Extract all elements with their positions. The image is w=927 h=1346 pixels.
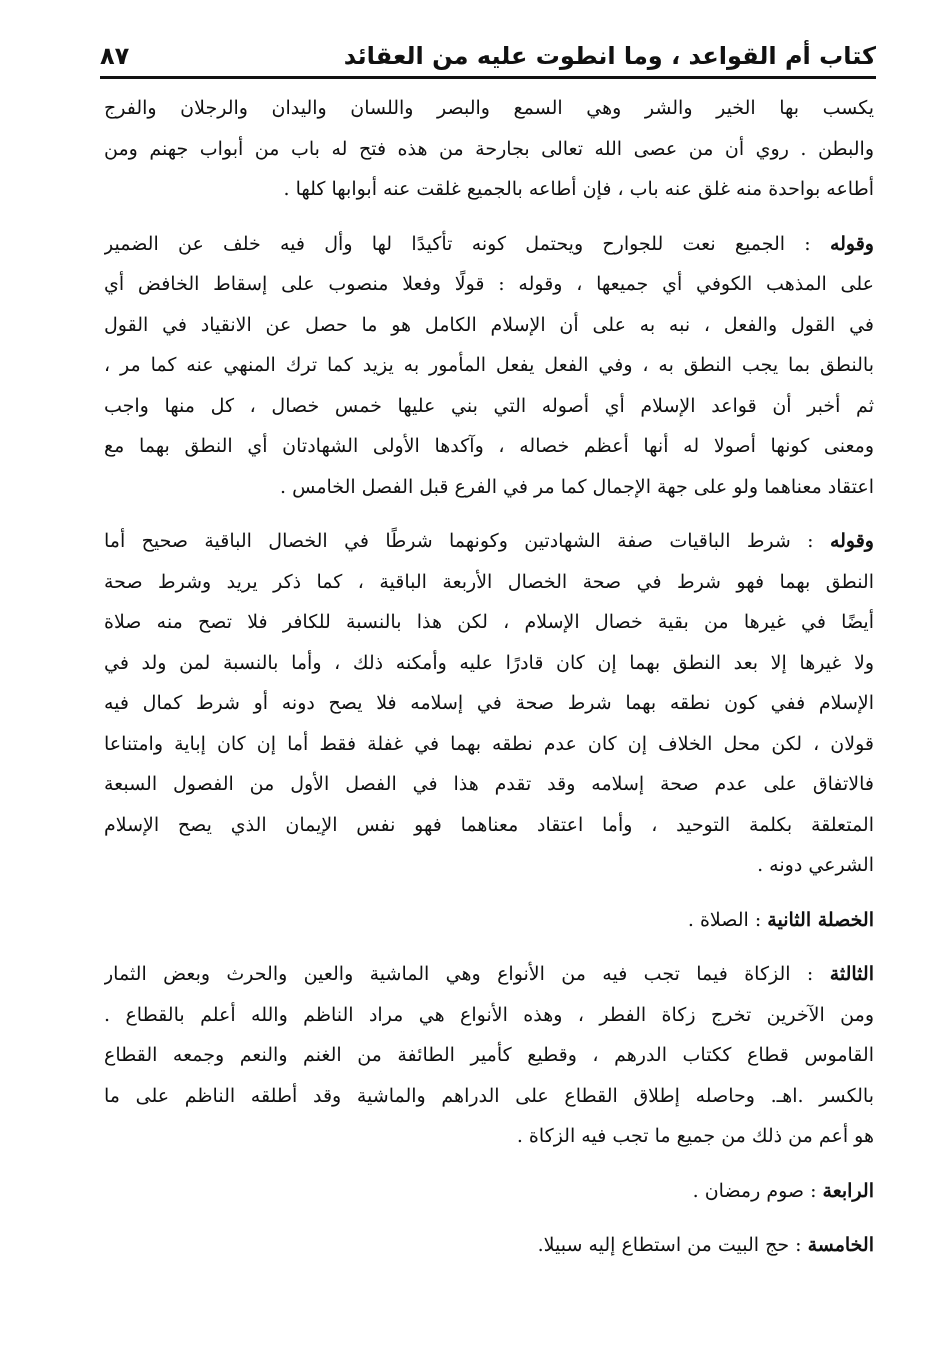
paragraph-7 — [104, 1225, 874, 1266]
paragraph-lead: وقوله — [829, 232, 874, 255]
text-line — [104, 224, 874, 265]
text-line: ثم أخبر أن قواعد الإسلام أي أصوله التي بني عليها خمس خصال ، كل منها واجب — [104, 394, 874, 417]
text-line: هو أعم من ذلك من جميع ما تجب فيه الزكاة . — [516, 1125, 874, 1147]
text-line: الإسلام ففي كون نطقه بهما شرط صحة في إسلامه فلا يصح دونه أو شرط كمال فيه — [104, 692, 874, 714]
text-line: بالنطق بما يجب النطق به ، وفي الفعل يفعل المأمور به يزيد كما ترك المنهي عنه كما مر ، — [104, 354, 874, 376]
text-line — [104, 954, 874, 995]
text-line — [104, 900, 874, 941]
paragraph-lead: الخامسة — [807, 1234, 874, 1256]
text-span: : الزكاة فيما تجب فيه من الأنواع وهي الماشية والعين والحرث وبعض الثمار — [104, 963, 830, 985]
paragraph-1 — [104, 88, 874, 210]
text-line — [104, 1171, 874, 1212]
text-line: على المذهب الكوفي أي جميعها ، وقوله : قولًا وفعلا منصوب على إسقاط الخافض أي — [104, 273, 874, 295]
text-line: فالاتفاق على عدم صحة إسلامه وقد تقدم هذا في الفصل الأول من الفصول السبعة — [104, 773, 874, 795]
paragraph-2 — [104, 224, 874, 508]
text-span: : الجميع نعت للجوارح ويحتمل كونه تأكيدًا لها وأل فيه خلف عن الضمير — [104, 232, 830, 255]
paragraph-lead: وقوله — [829, 530, 874, 552]
text-line: والبطن . روي أن من عصى الله تعالى بجارحة من هذه فتح له باب من أبواب جهنم ومن — [104, 137, 874, 160]
text-line: أيضًا في غيرها من بقية خصال الإسلام ، لكن هذا بالنسبة للكافر فلا تصح منه صلاة — [104, 611, 874, 633]
text-span: : شرط الباقيات صفة الشهادتين وكونهما شرطًا في الخصال الباقية صحيح أما — [104, 530, 830, 552]
text-line: القاموس قطاع ككتاب الدرهم ، وقطيع كأمير الطائفة من الغنم والنعم وجمعه القطاع — [104, 1044, 874, 1066]
text-line: في القول والفعل ، نبه به على أن الإسلام الكامل هو ما حصل عن الانقياد في القول — [104, 313, 874, 336]
text-line — [104, 1225, 874, 1266]
text-line: قولان ، لكن محل الخلاف إن كان عدم نطقه بهما في غفلة فقط أما إن كان إباية وامتناعا — [104, 732, 874, 755]
text-line: الشرعي دونه . — [757, 854, 874, 876]
paragraph-6 — [104, 1171, 874, 1212]
text-line — [104, 521, 874, 562]
text-line: ومن الآخرين تخرج زكاة الفطر ، وهذه الأنواع هي مراد الناظم والله أعلم بالقطاع . — [104, 1003, 874, 1026]
text-line: اعتقاد معناهما ولو على جهة الإجمال كما مر في الفرع قبل الفصل الخامس . — [280, 475, 874, 498]
paragraph-lead: الخصلة الثانية — [767, 908, 874, 931]
text-line: ومعنى كونها أصولا له أنها أعظم خصاله ، وآكدها الأولى الشهادتان أي النطق بهما مع — [104, 435, 874, 457]
text-span: : حج البيت من استطاع إليه سبيلا. — [537, 1234, 808, 1256]
text-span: : الصلاة . — [687, 908, 768, 931]
paragraph-lead: الثالثة — [829, 963, 874, 985]
text-line: أطاعه بواحدة منه غلق عنه باب ، فإن أطاعه بالجميع غلقت عنه أبوابها كلها . — [283, 178, 874, 200]
text-span: : صوم رمضان . — [692, 1179, 823, 1202]
page-header — [100, 36, 876, 79]
page-body — [104, 88, 874, 1266]
text-line: النطق بهما فهو شرط في صحة الخصال الأربعة الباقية ، كما ذكر يريد وشرط صحة — [104, 570, 874, 593]
text-line: المتعلقة بكلمة التوحيد ، وأما اعتقاد معناهما فهو نفس الإيمان الذي يصح الإسلام — [104, 813, 874, 836]
text-line: بالكسر .اهـ. وحاصله إطلاق القطاع على الدراهم والماشية وقد أطلقه الناظم على ما — [104, 1084, 874, 1107]
running-title: كتاب أم القواعد ، وما انطوت عليه من العقائد — [343, 42, 876, 70]
paragraph-lead: الرابعة — [822, 1179, 874, 1202]
text-line: ولا غيرها إلا بعد النطق بهما إن كان قادرًا عليه وأمكنه ذلك ، وأما بالنسبة لمن ولد في — [104, 651, 874, 674]
text-line: يكسب بها الخير والشر وهي السمع والبصر واللسان واليدان والرجلان والفرج — [104, 97, 874, 119]
page-number: ٨٧ — [100, 42, 130, 70]
paragraph-3 — [104, 521, 874, 886]
paragraph-5 — [104, 954, 874, 1157]
paragraph-4 — [104, 900, 874, 941]
